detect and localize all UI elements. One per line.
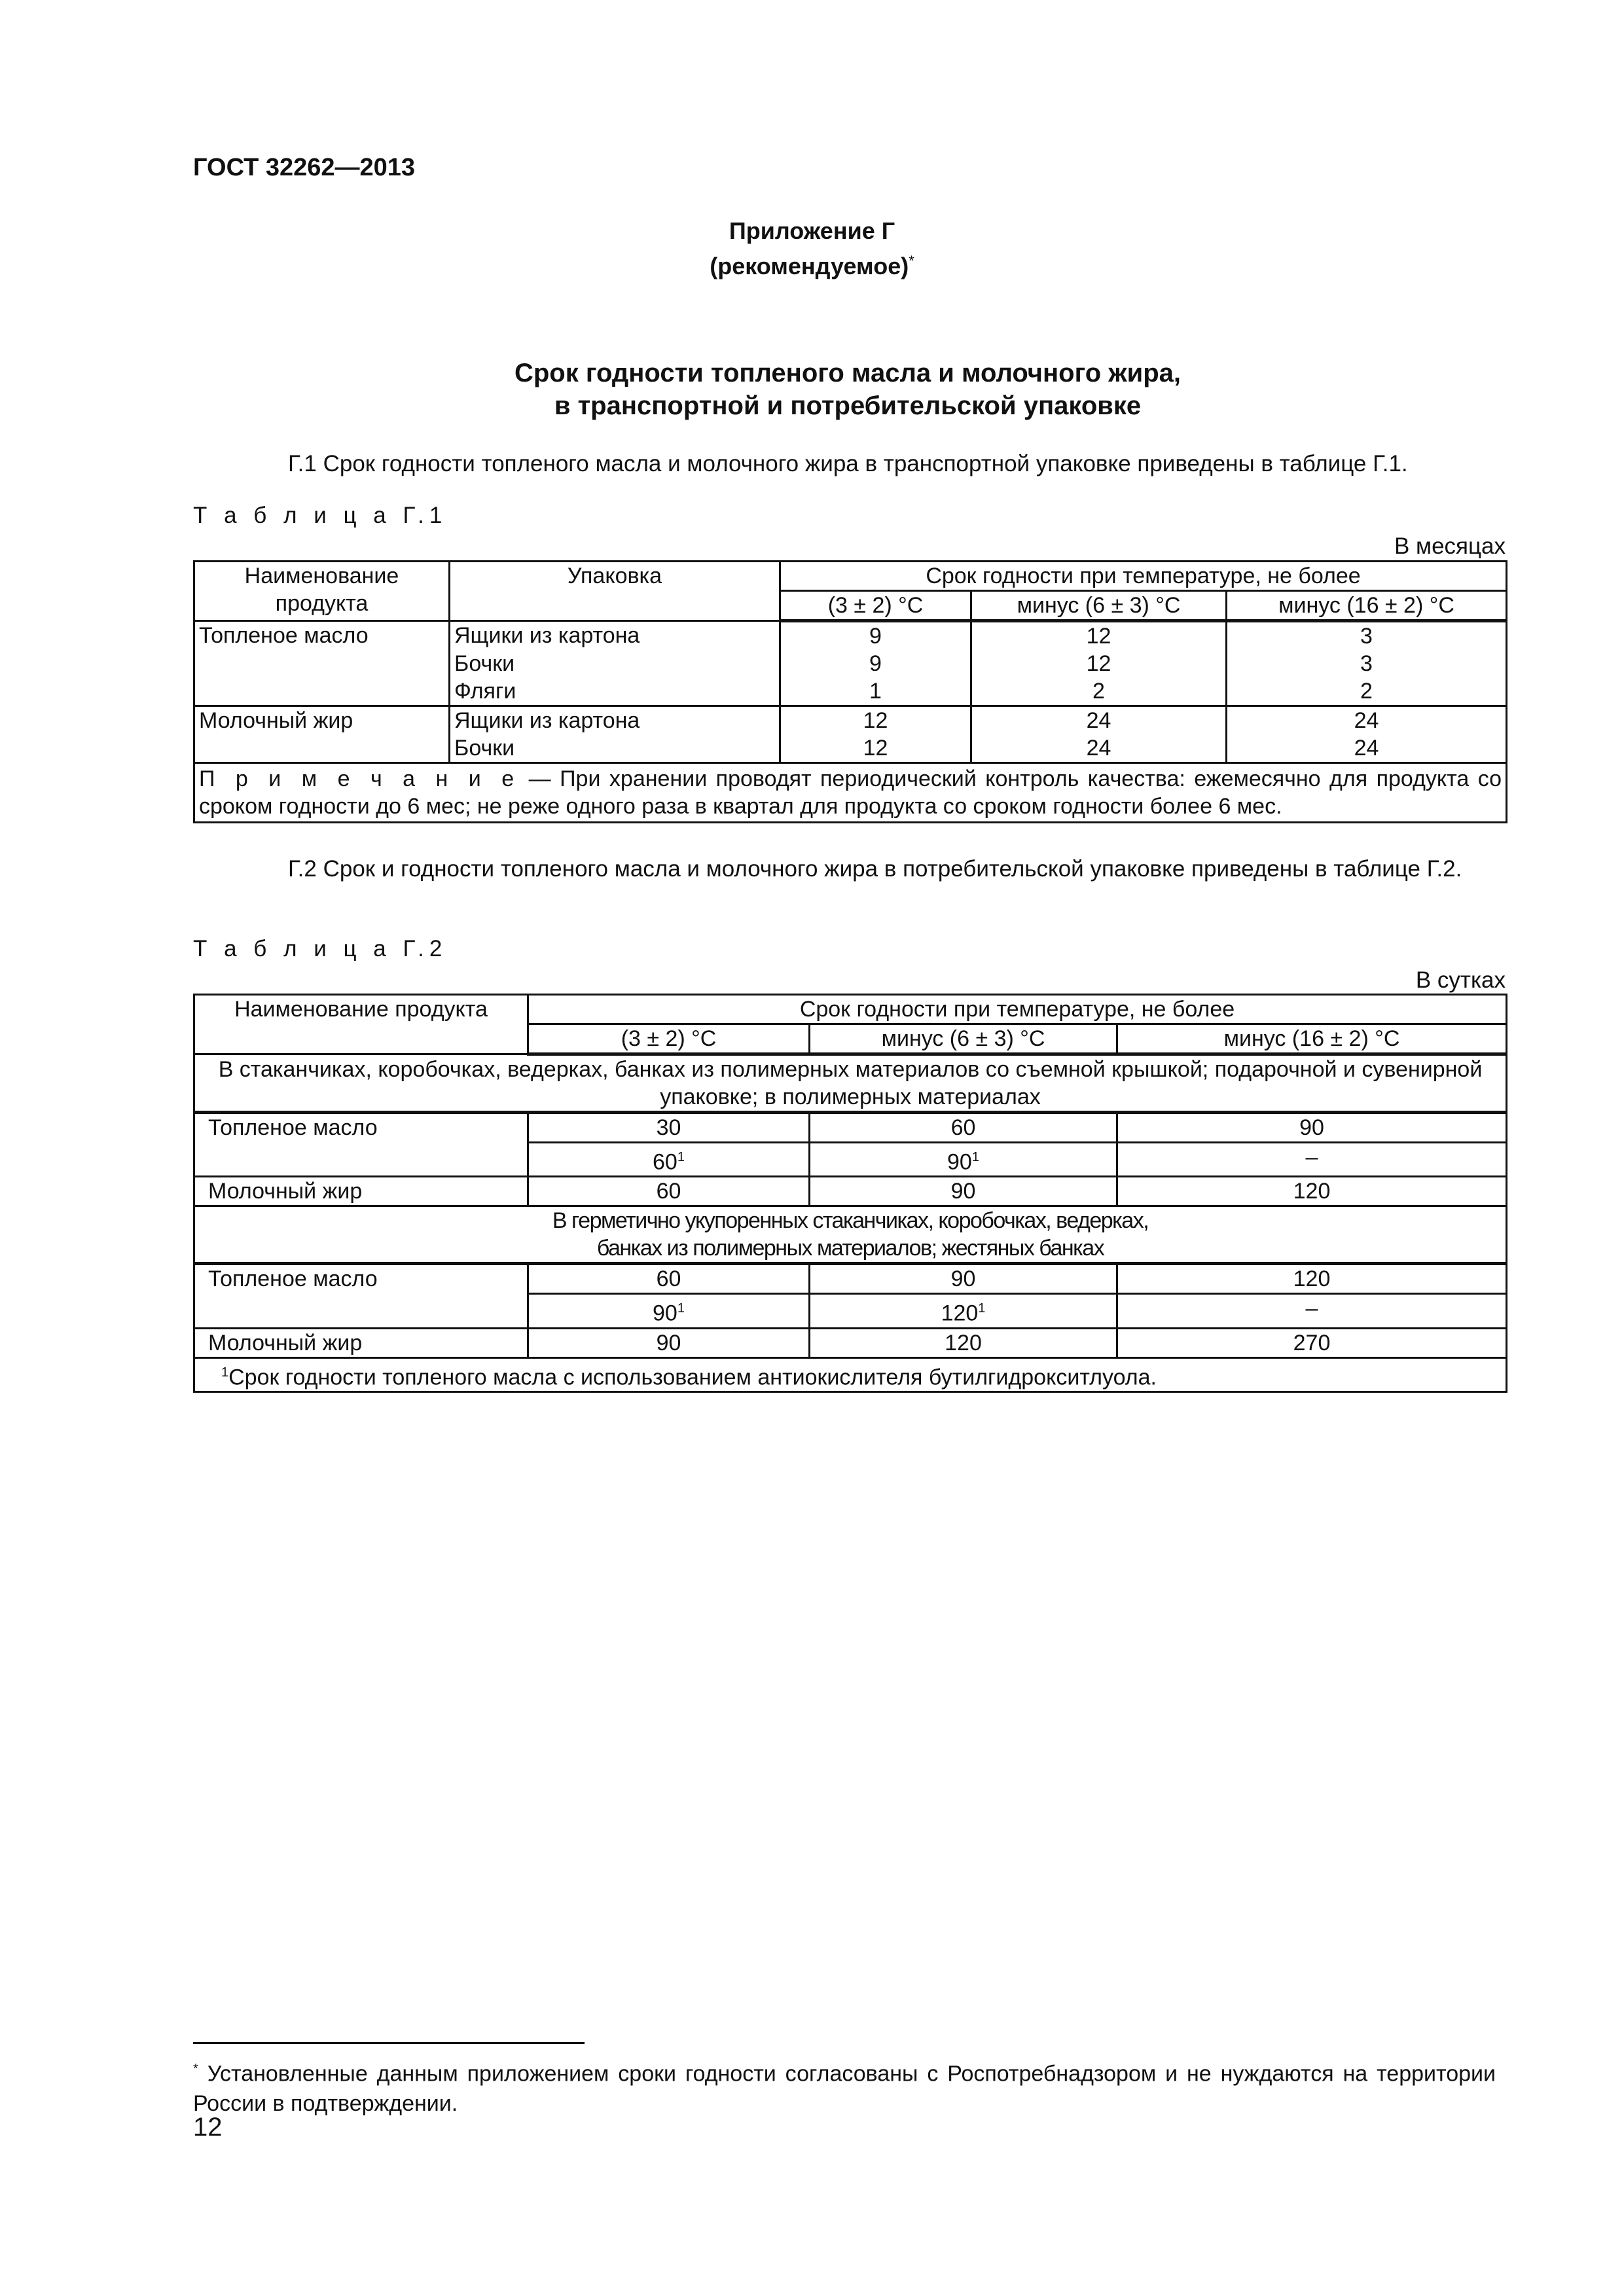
table2-header-t3: минус (16 ± 2) °С [1117,1024,1507,1054]
table2-group2-line1: В герметично укупоренных стаканчиках, коробочках, ведерках, [552,1208,1149,1234]
table1-units: В месяцах [1394,533,1506,559]
table1-value: 3 [1227,650,1507,677]
table1-pack: Ящики из картона [450,621,780,651]
table2-value: 60 [528,1264,810,1294]
table2-group2-heading [194,1206,1507,1264]
table2-group2-row [194,1206,1507,1264]
table2-footnote-ref: 1 [978,1301,986,1316]
table2-value: 90 [1117,1113,1507,1143]
table2-header-row [194,995,1507,1024]
table2-footnote-ref: 1 [677,1301,685,1316]
table2-value: 60 [528,1177,810,1206]
table2-value-cell [528,1294,810,1328]
table1-value: 2 [1227,677,1507,706]
table2-value: 60 [810,1113,1117,1143]
table-row [194,1177,1507,1206]
table2-value: 120 [810,1328,1117,1357]
table1-value: 24 [1227,734,1507,763]
footnote-divider [193,2042,585,2044]
table2-header-t2: минус (6 ± 3) °С [810,1024,1117,1054]
table1-value: 12 [780,734,971,763]
table2-value: 90 [947,1149,972,1175]
appendix-footnote-mark: * [909,253,914,269]
table2-value: – [1117,1143,1507,1177]
table2-value: 120 [1117,1177,1507,1206]
table2-value: – [1117,1294,1507,1328]
table1-value: 2 [971,677,1227,706]
table1-value: 24 [1227,706,1507,735]
table2-group1-row [194,1054,1507,1113]
table1-value: 3 [1227,621,1507,651]
table2-header-term: Срок годности при температуре, не более [528,995,1507,1024]
table1-pack: Ящики из картона [450,706,780,735]
table2-value-cell [528,1143,810,1177]
appendix-title: Приложение Г [729,217,895,244]
table-g2 [193,994,1507,1393]
section-title-line2: в транспортной и потребительской упаковке [554,391,1142,420]
table-row [194,706,1507,735]
table2-group2-line2: банках из полимерных материалов; жестяных банках [596,1236,1104,1261]
table-row [194,1264,1507,1294]
paragraph-g2: Г.2 Срок и годности топленого масла и молочного жира в потребительской упаковке приведены в таблице Г.2. [288,856,1462,882]
table-g1 [193,560,1507,823]
table1-caption: Т а б л и ц а Г.1 [193,503,448,528]
table1-value: 9 [780,650,971,677]
page-footnote-mark: * [193,2062,198,2076]
table2-value: 60 [653,1149,677,1175]
table2-units: В сутках [1415,967,1506,993]
table1-note [194,763,1507,823]
table1-value: 12 [780,706,971,735]
section-title-line1: Срок годности топленого масла и молочного жира, [514,359,1182,387]
table2-footnote-mark: 1 [221,1365,229,1380]
table1-value: 24 [971,706,1227,735]
page-footnote-text: Установленные данным приложением сроки годности согласованы с Роспотребнадзором и не нуждаются на территории России в подтверждении. [193,2061,1496,2117]
table2-product: Молочный жир [194,1328,528,1357]
table2-footnote [194,1357,1507,1391]
table2-group1-heading: В стаканчиках, коробочках, ведерках, банках из полимерных материалов со съемной крышкой; подарочной и сувенирной упаковке; в полимерных материалах [194,1054,1507,1113]
appendix-heading [0,216,1624,281]
table1-header-pack: Упаковка [450,562,780,621]
table1-header-t2: минус (6 ± 3) °С [971,591,1227,621]
table2-caption: Т а б л и ц а Г.2 [193,936,448,961]
table2-header-product: Наименование продукта [194,995,528,1054]
table2-value: 90 [653,1300,677,1326]
table2-value: 120 [1117,1264,1507,1294]
table2-footnote-text: Срок годности топленого масла с использованием антиокислителя бутилгидрокситлуола. [228,1364,1157,1390]
table1-pack: Бочки [450,734,780,763]
table2-product: Топленое масло [194,1264,528,1328]
table2-value: 270 [1117,1328,1507,1357]
table1-pack: Фляги [450,677,780,706]
paragraph-g1: Г.1 Срок годности топленого масла и молочного жира в транспортной упаковке приведены в таблице Г.1. [288,451,1408,476]
table2-product: Топленое масло [194,1113,528,1177]
page-footnote [193,2054,1496,2119]
appendix-kind-line [0,246,1624,281]
table1-note-label: П р и м е ч а н и е [199,766,520,791]
table2-value: 30 [528,1113,810,1143]
table2-footnote-row [194,1357,1507,1391]
table1-header-row [194,562,1507,591]
section-title [0,357,1624,422]
table1-pack: Бочки [450,650,780,677]
table2-value: 90 [810,1177,1117,1206]
table1-value: 9 [780,621,971,651]
table1-value: 1 [780,677,971,706]
table1-value: 24 [971,734,1227,763]
table2-value: 120 [941,1300,979,1326]
table1-product: Топленое масло [194,621,450,706]
table2-value-cell [810,1294,1117,1328]
table2-value: 90 [810,1264,1117,1294]
table2-header-t1: (3 ± 2) °С [528,1024,810,1054]
table2-value-cell [810,1143,1117,1177]
table1-note-row [194,763,1507,823]
table2-value: 90 [528,1328,810,1357]
table-row [194,621,1507,651]
table-row [194,1328,1507,1357]
page-number: 12 [193,2113,223,2142]
document-header: ГОСТ 32262—2013 [193,154,416,181]
table1-value: 12 [971,650,1227,677]
table1-header-term: Срок годности при температуре, не более [780,562,1507,591]
table2-product: Молочный жир [194,1177,528,1206]
table1-note-text: — При хранении проводят периодический контроль качества: ежемесячно для продукта со сроком годности до 6 мес; не реже одного раза в квартал для продукта со сроком годности более 6 мес. [199,766,1502,819]
table1-product: Молочный жир [194,706,450,763]
table-row [194,1113,1507,1143]
table1-header-t3: минус (16 ± 2) °С [1227,591,1507,621]
table2-footnote-ref: 1 [677,1150,685,1164]
table1-header-t1: (3 ± 2) °С [780,591,971,621]
appendix-kind: (рекомендуемое) [710,253,909,279]
table1-header-product: Наименование продукта [194,562,450,621]
table1-value: 12 [971,621,1227,651]
table2-footnote-ref: 1 [971,1150,979,1164]
